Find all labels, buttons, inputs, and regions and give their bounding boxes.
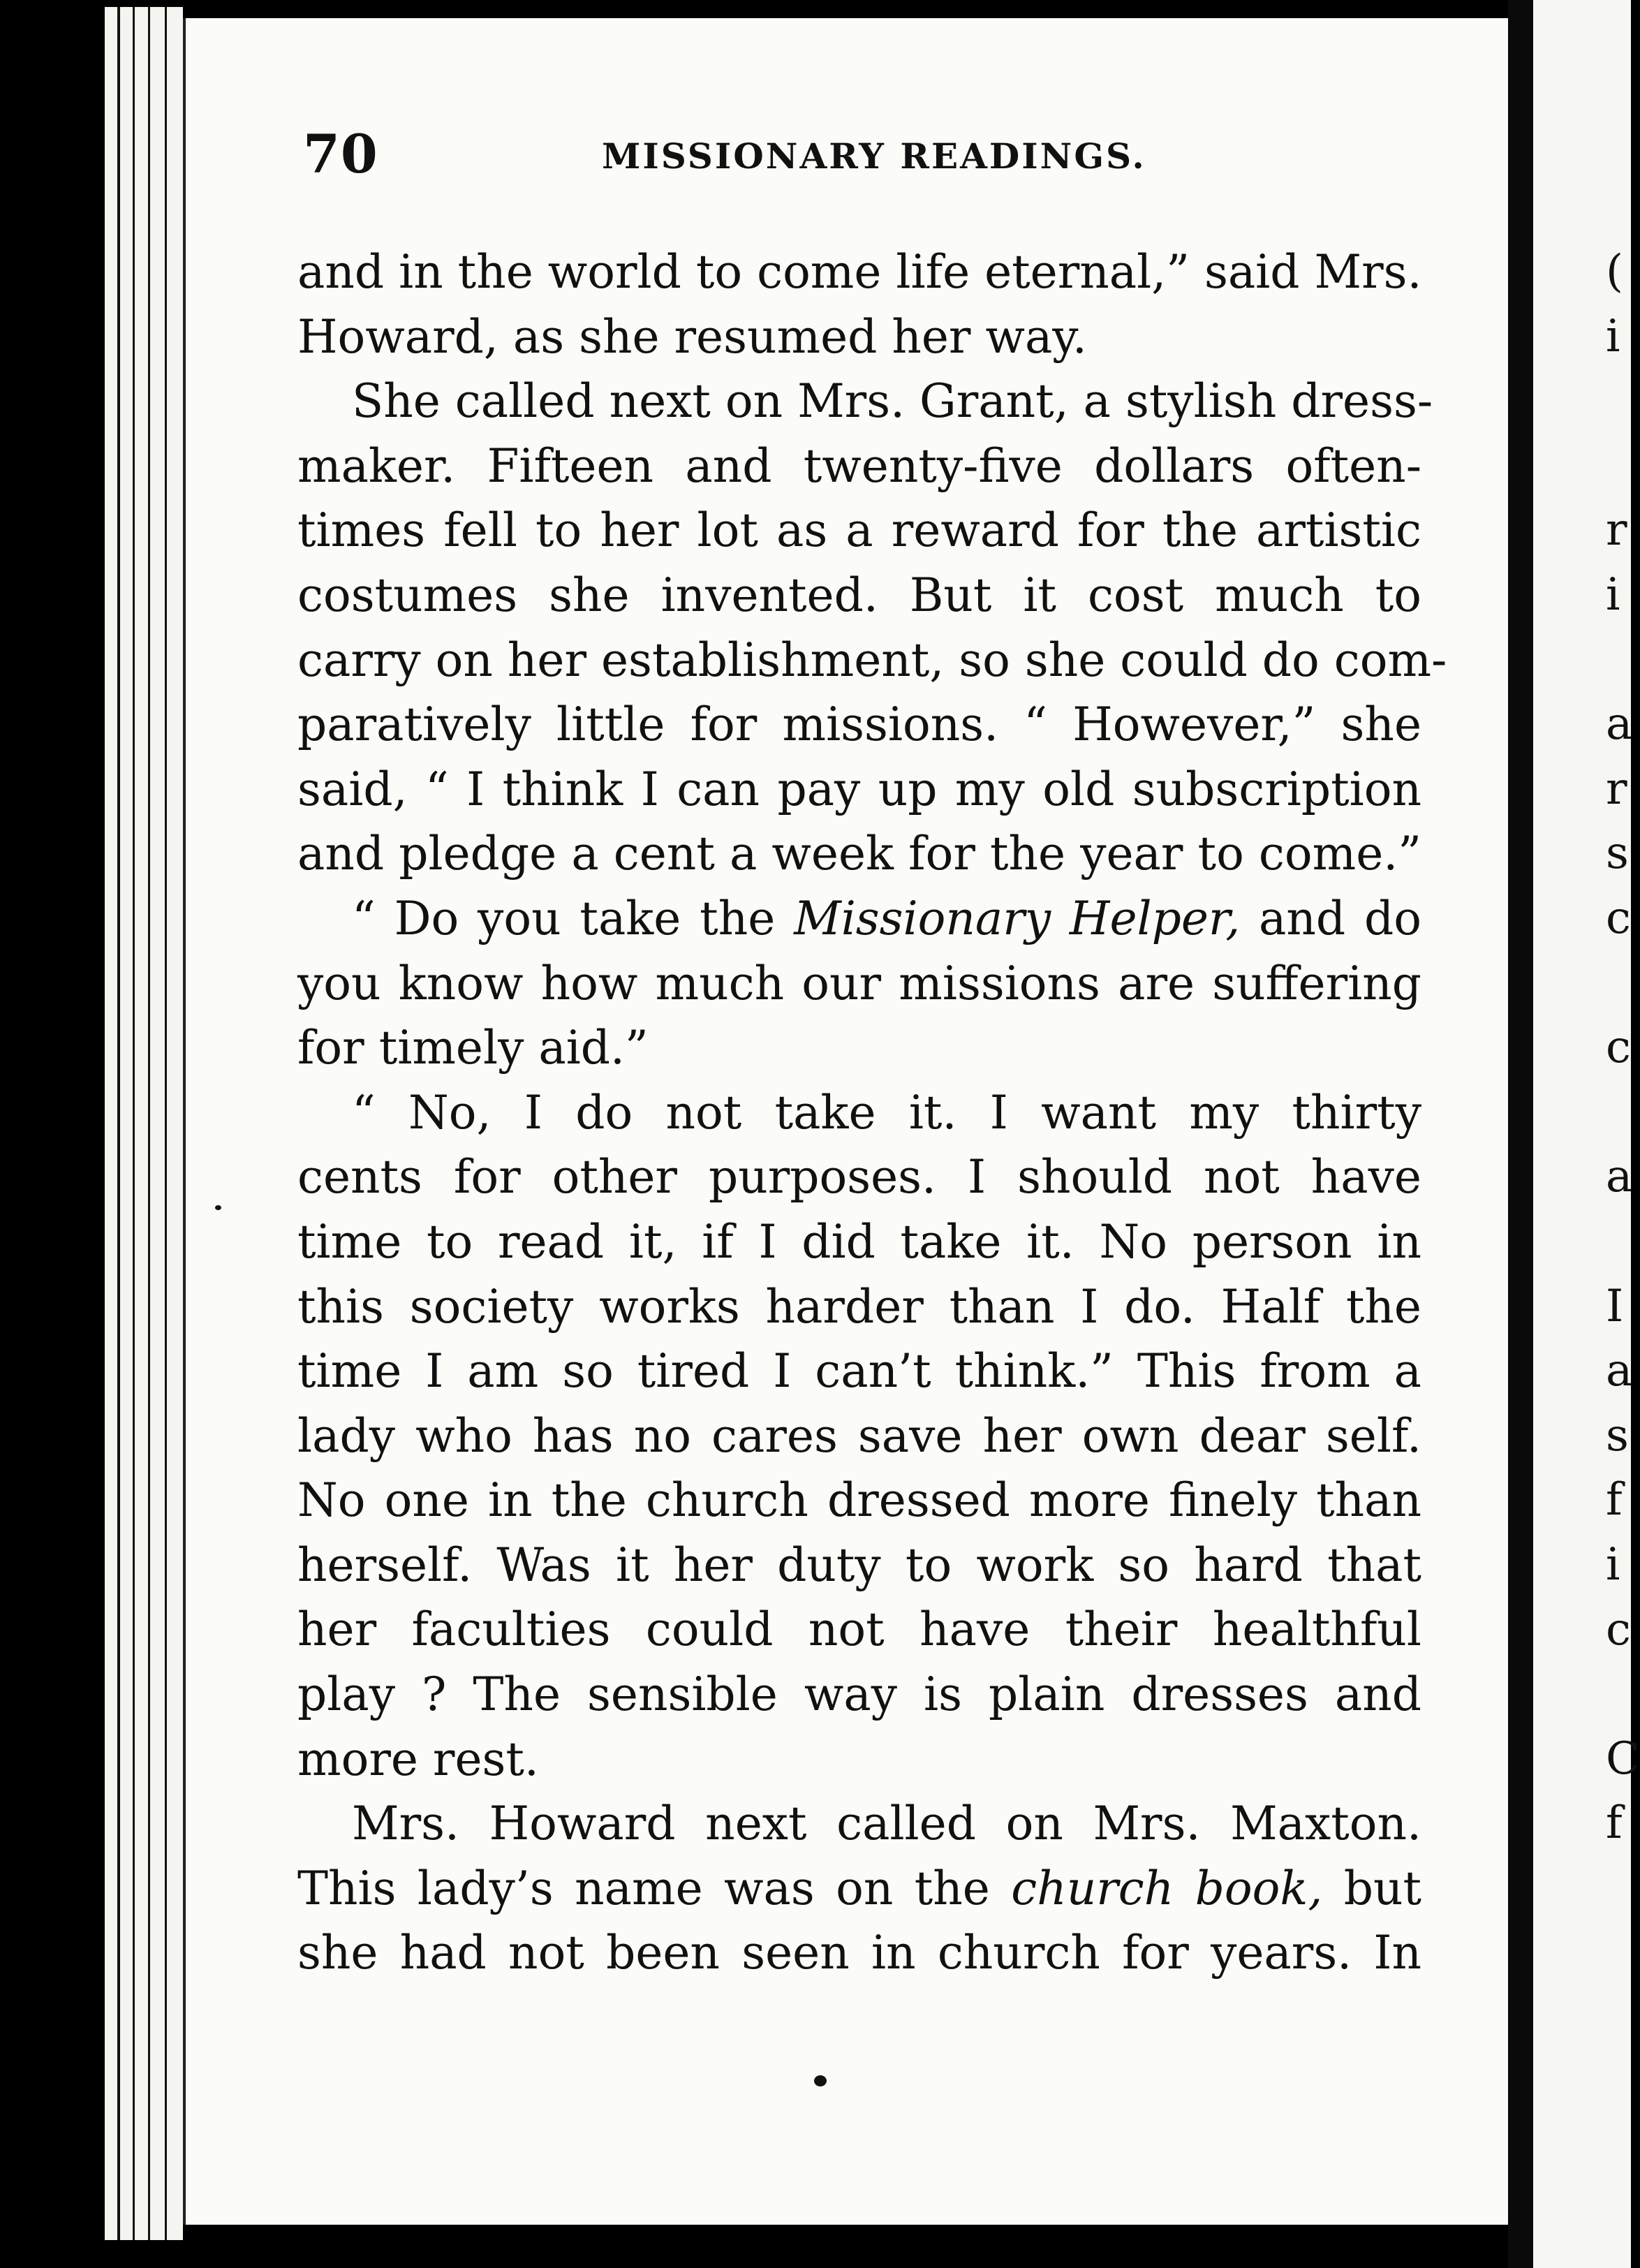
page-edge-line [148, 7, 150, 2240]
facing-page-fragment: r [1606, 504, 1627, 557]
text-line: No one in the church dressed more finely than [297, 1473, 1421, 1528]
facing-page-fragment: i [1606, 1539, 1620, 1591]
text-line: and in the world to come life eternal,” said Mrs. [297, 245, 1422, 299]
book-page [183, 18, 1519, 2225]
ink-speck [814, 2075, 827, 2086]
text-line: lady who has no cares save her own dear self. [297, 1408, 1421, 1463]
page-edge-line [133, 7, 135, 2240]
running-head: MISSIONARY READINGS. [602, 135, 1146, 177]
text-line: paratively little for missions. “ However,” she [297, 698, 1421, 752]
text-line: you know how much our missions are suffering [297, 956, 1421, 1010]
text-run: but [1322, 1861, 1422, 1915]
facing-page-fragment: a [1606, 1345, 1633, 1397]
text-line: more rest. [297, 1732, 539, 1786]
facing-page-fragment: ( [1606, 246, 1623, 297]
body-text [297, 240, 1447, 1986]
text-line: cents for other purposes. I should not have [297, 1150, 1421, 1205]
text-line: time to read it, if I did take it. No person in [297, 1214, 1421, 1269]
text-line: Mrs. Howard next called on Mrs. Maxton. [352, 1797, 1421, 1851]
text-line: “ No, I do not take it. I want my thirty [352, 1085, 1421, 1140]
page-edge-line [165, 7, 167, 2240]
italic-text-run: church book, [1011, 1861, 1323, 1915]
text-line: times fell to her lot as a reward for the artistic [297, 503, 1421, 558]
text-run: “ Do you take the [352, 891, 795, 945]
page-number: 70 [303, 123, 378, 185]
facing-page-fragment: a [1606, 698, 1633, 751]
facing-page-fragment: r [1606, 763, 1627, 815]
facing-page-fragment: f [1606, 1797, 1623, 1850]
text-line [297, 1857, 1421, 1922]
italic-text-run: Missionary Helper, [794, 891, 1241, 945]
facing-page-fragment: i [1606, 569, 1620, 621]
text-line [297, 887, 1421, 952]
facing-page-fragment: c [1606, 1022, 1631, 1074]
text-line: maker. Fifteen and twenty-five dollars often- [297, 439, 1421, 493]
facing-page-fragment: c [1606, 892, 1631, 944]
text-run: and do [1240, 891, 1421, 945]
facing-page-fragment: s [1606, 1409, 1629, 1461]
text-line: play ? The sensible way is plain dresses and [297, 1667, 1421, 1722]
text-line: herself. Was it her duty to work so hard that [297, 1538, 1421, 1592]
text-run: This lady’s name was on the [297, 1861, 1012, 1915]
text-line: Howard, as she resumed her way. [297, 309, 1087, 364]
text-line: carry on her establishment, so she could do com- [297, 633, 1447, 687]
facing-page-fragment: f [1606, 1474, 1623, 1526]
text-line: she had not been seen in church for years. In [297, 1926, 1421, 1980]
facing-page-fragment: i [1606, 310, 1620, 362]
text-line: this society works harder than I do. Half the [297, 1279, 1421, 1334]
text-line: time I am so tired I can’t think.” This from a [297, 1344, 1421, 1399]
text-line: her faculties could not have their healthful [297, 1603, 1421, 1657]
ink-speck [215, 1205, 221, 1210]
facing-page-fragment: s [1606, 827, 1629, 880]
text-line: costumes she invented. But it cost much to [297, 568, 1421, 622]
page-edge-line [117, 7, 120, 2240]
facing-page-fragment: I [1606, 1280, 1624, 1332]
text-line: She called next on Mrs. Grant, a stylish dress- [352, 374, 1433, 429]
facing-page-fragment: C [1606, 1732, 1640, 1785]
facing-page-fragment: c [1606, 1603, 1631, 1656]
facing-page-fragment: a [1606, 1151, 1633, 1203]
text-line: for timely aid.” [297, 1021, 649, 1075]
text-line: said, “ I think I can pay up my old subscription [297, 762, 1421, 816]
page-edge-stack [105, 7, 183, 2240]
text-line: and pledge a cent a week for the year to come.” [297, 827, 1421, 881]
